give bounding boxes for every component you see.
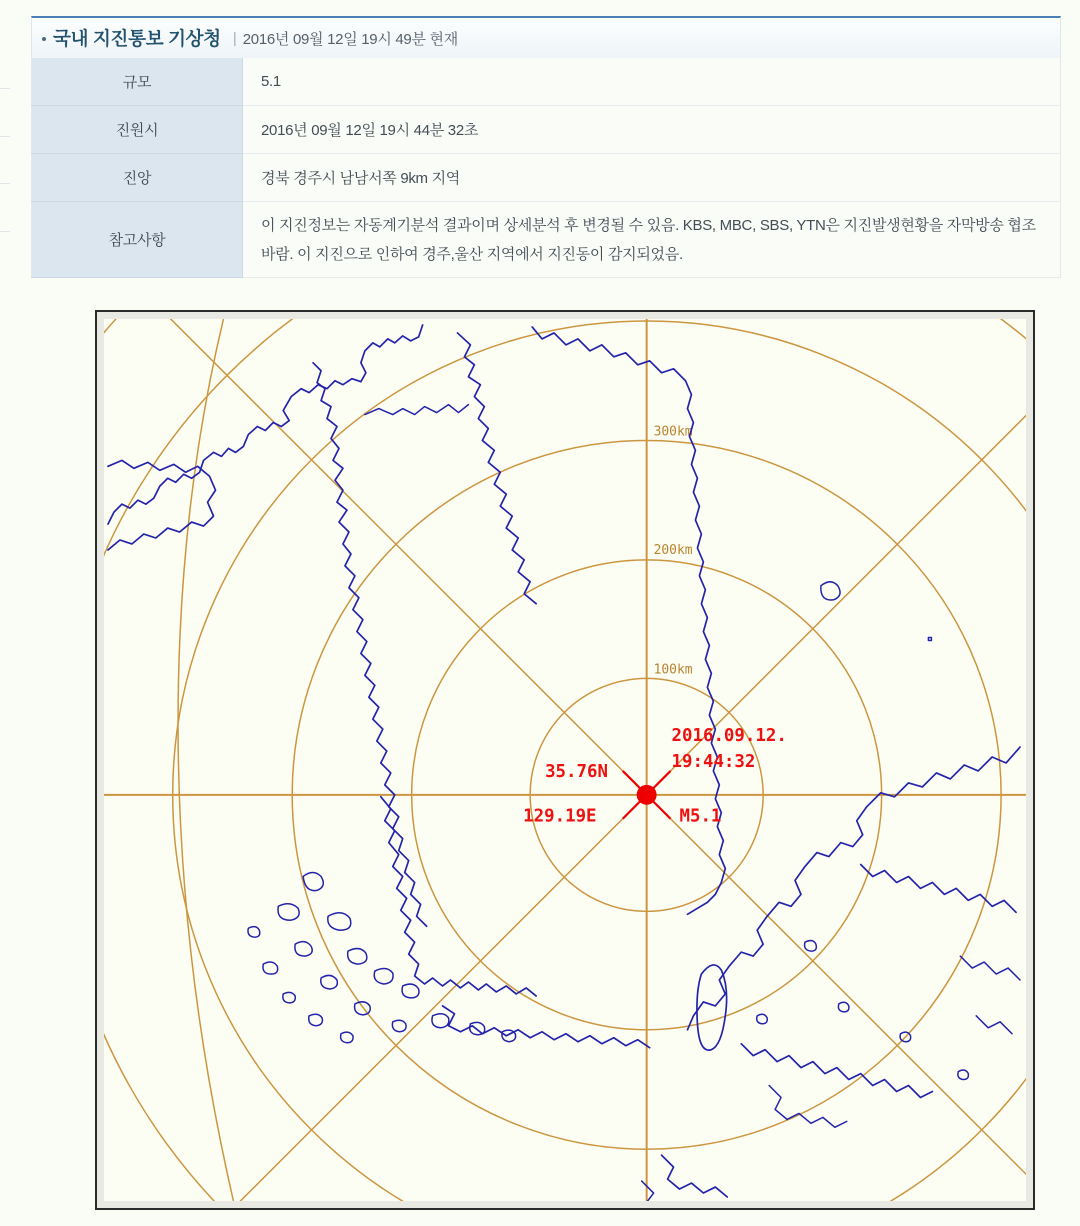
map-svg (104, 319, 1026, 1201)
ring-label-100km: 100km (653, 662, 693, 678)
row-value-origin-time: 2016년 09월 12일 19시 44분 32초 (243, 106, 1061, 154)
earthquake-detail-table (31, 58, 1061, 278)
ring-label-group (654, 424, 693, 677)
ring-label-200km: 200km (653, 542, 693, 558)
page-edge-artifacts (0, 0, 22, 300)
earthquake-map (104, 319, 1026, 1201)
row-label-epicenter: 진앙 (32, 154, 243, 202)
meridian-arcs (178, 319, 1026, 1201)
ring-label-300km: 300km (653, 424, 693, 440)
table-row-magnitude (32, 58, 1061, 106)
tsushima-island (697, 965, 727, 1050)
southwest-islands (248, 872, 516, 1042)
header-separator: | (232, 29, 237, 47)
ulleungdo-island (821, 582, 840, 600)
dokdo-island (928, 638, 931, 641)
epicenter-latitude: 35.76N (545, 761, 608, 782)
row-label-magnitude: 규모 (32, 58, 243, 106)
table-row-notes (32, 202, 1061, 278)
epicenter-labels (523, 726, 787, 827)
distance-rings (104, 319, 1026, 1201)
row-value-epicenter: 경북 경주시 남남서쪽 9km 지역 (243, 154, 1061, 202)
row-value-notes: 이 지진정보는 자동계기분석 결과이며 상세분석 후 변경될 수 있음. KBS, MBC, SBS, YTN은 지진발생현황을 자막방송 협조 바람. 이 지진으로 인하여 경주,울산 지역에서 지진동이 감지되었음. (243, 202, 1061, 278)
table-row-origin-time (32, 106, 1061, 154)
epicenter-magnitude: M5.1 (679, 806, 722, 827)
epicenter-date: 2016.09.12. (671, 726, 787, 747)
earthquake-map-frame (95, 310, 1035, 1210)
epicenter-time: 19:44:32 (671, 751, 756, 772)
header-timestamp: 2016년 09월 12일 19시 49분 현재 (242, 30, 458, 48)
radial-grid-lines (104, 319, 1026, 1201)
row-label-notes: 참고사항 (32, 202, 243, 278)
kyushu-coast (687, 747, 1020, 1030)
earthquake-info-panel (31, 16, 1061, 278)
row-value-magnitude: 5.1 (243, 58, 1061, 106)
row-label-origin-time: 진원시 (32, 106, 243, 154)
epicenter-longitude: 129.19E (523, 806, 597, 827)
bullet-dot-icon (42, 37, 46, 41)
page-title: 국내 지진통보 기상청 (53, 28, 221, 49)
table-row-epicenter (32, 154, 1061, 202)
panel-header (31, 16, 1061, 58)
